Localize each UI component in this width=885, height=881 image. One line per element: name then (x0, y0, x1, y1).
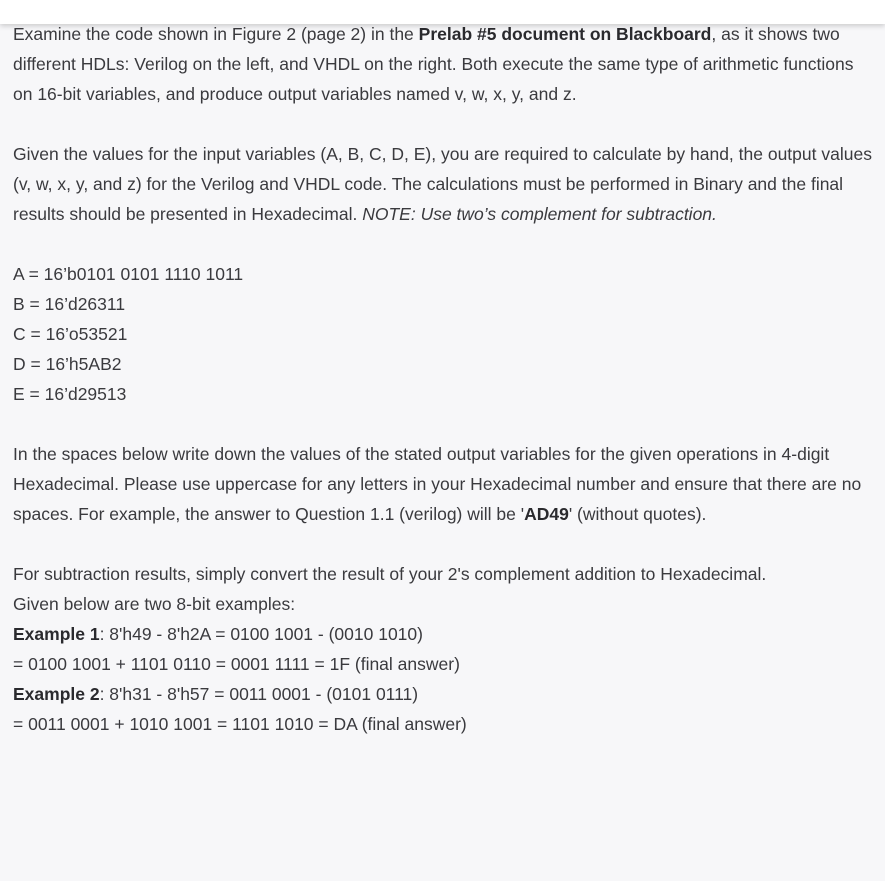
note-text: NOTE: Use two’s complement for subtraction. (362, 204, 717, 224)
examples-intro: Given below are two 8-bit examples: (13, 594, 296, 614)
question-content (13, 19, 873, 739)
example-1-label: Example 1 (13, 624, 100, 644)
example-1: Example 1: 8'h49 - 8'h2A = 0100 1001 - (0010 1010) (13, 624, 423, 644)
input-value-b: B = 16’d26311 (13, 294, 126, 314)
example-2-label: Example 2 (13, 684, 100, 704)
input-value-a: A = 16’b0101 0101 1110 1011 (13, 264, 244, 284)
top-header-bar (0, 0, 885, 24)
answer-format-paragraph: In the spaces below write down the values of the stated output variables for the given operations in 4-digit Hexadecimal. Please use uppercase for any letters in your Hexadecimal number and ensure that there are no spaces. For example, the answer to Question 1.1 (verilog) will be 'AD49' (without quotes). (13, 444, 862, 524)
input-value-d: D = 16’h5AB2 (13, 354, 122, 374)
example-answer: AD49 (524, 504, 569, 524)
example-1-result: = 0100 1001 + 1101 0110 = 0001 1111 = 1F (final answer) (13, 654, 460, 674)
input-value-c: C = 16’o53521 (13, 324, 128, 344)
intro-paragraph: Examine the code shown in Figure 2 (page 2) in the Prelab #5 document on Blackboard, as it shows two different HDLs: Verilog on the left, and VHDL on the right. Both execute the same type of arithmetic functions on 16-bit variables, and produce output variables named v, w, x, y, and z. (13, 24, 854, 104)
subtraction-note: For subtraction results, simply convert the result of your 2's complement addition to Hexadecimal. (13, 564, 767, 584)
example-2-result: = 0011 0001 + 1010 1001 = 1101 1010 = DA (final answer) (13, 714, 467, 734)
instructions-paragraph: Given the values for the input variables (A, B, C, D, E), you are required to calculate by hand, the output values (v, w, x, y, and z) for the Verilog and VHDL code. The calculations must be performed in Binary and the final results should be presented in Hexadecimal. NOTE: Use two’s complement for subtraction. (13, 144, 872, 224)
input-value-e: E = 16’d29513 (13, 384, 127, 404)
prelab-document-reference: Prelab #5 document on Blackboard (418, 24, 712, 44)
example-2: Example 2: 8'h31 - 8'h57 = 0011 0001 - (0101 0111) (13, 684, 419, 704)
input-values-list (13, 259, 873, 409)
